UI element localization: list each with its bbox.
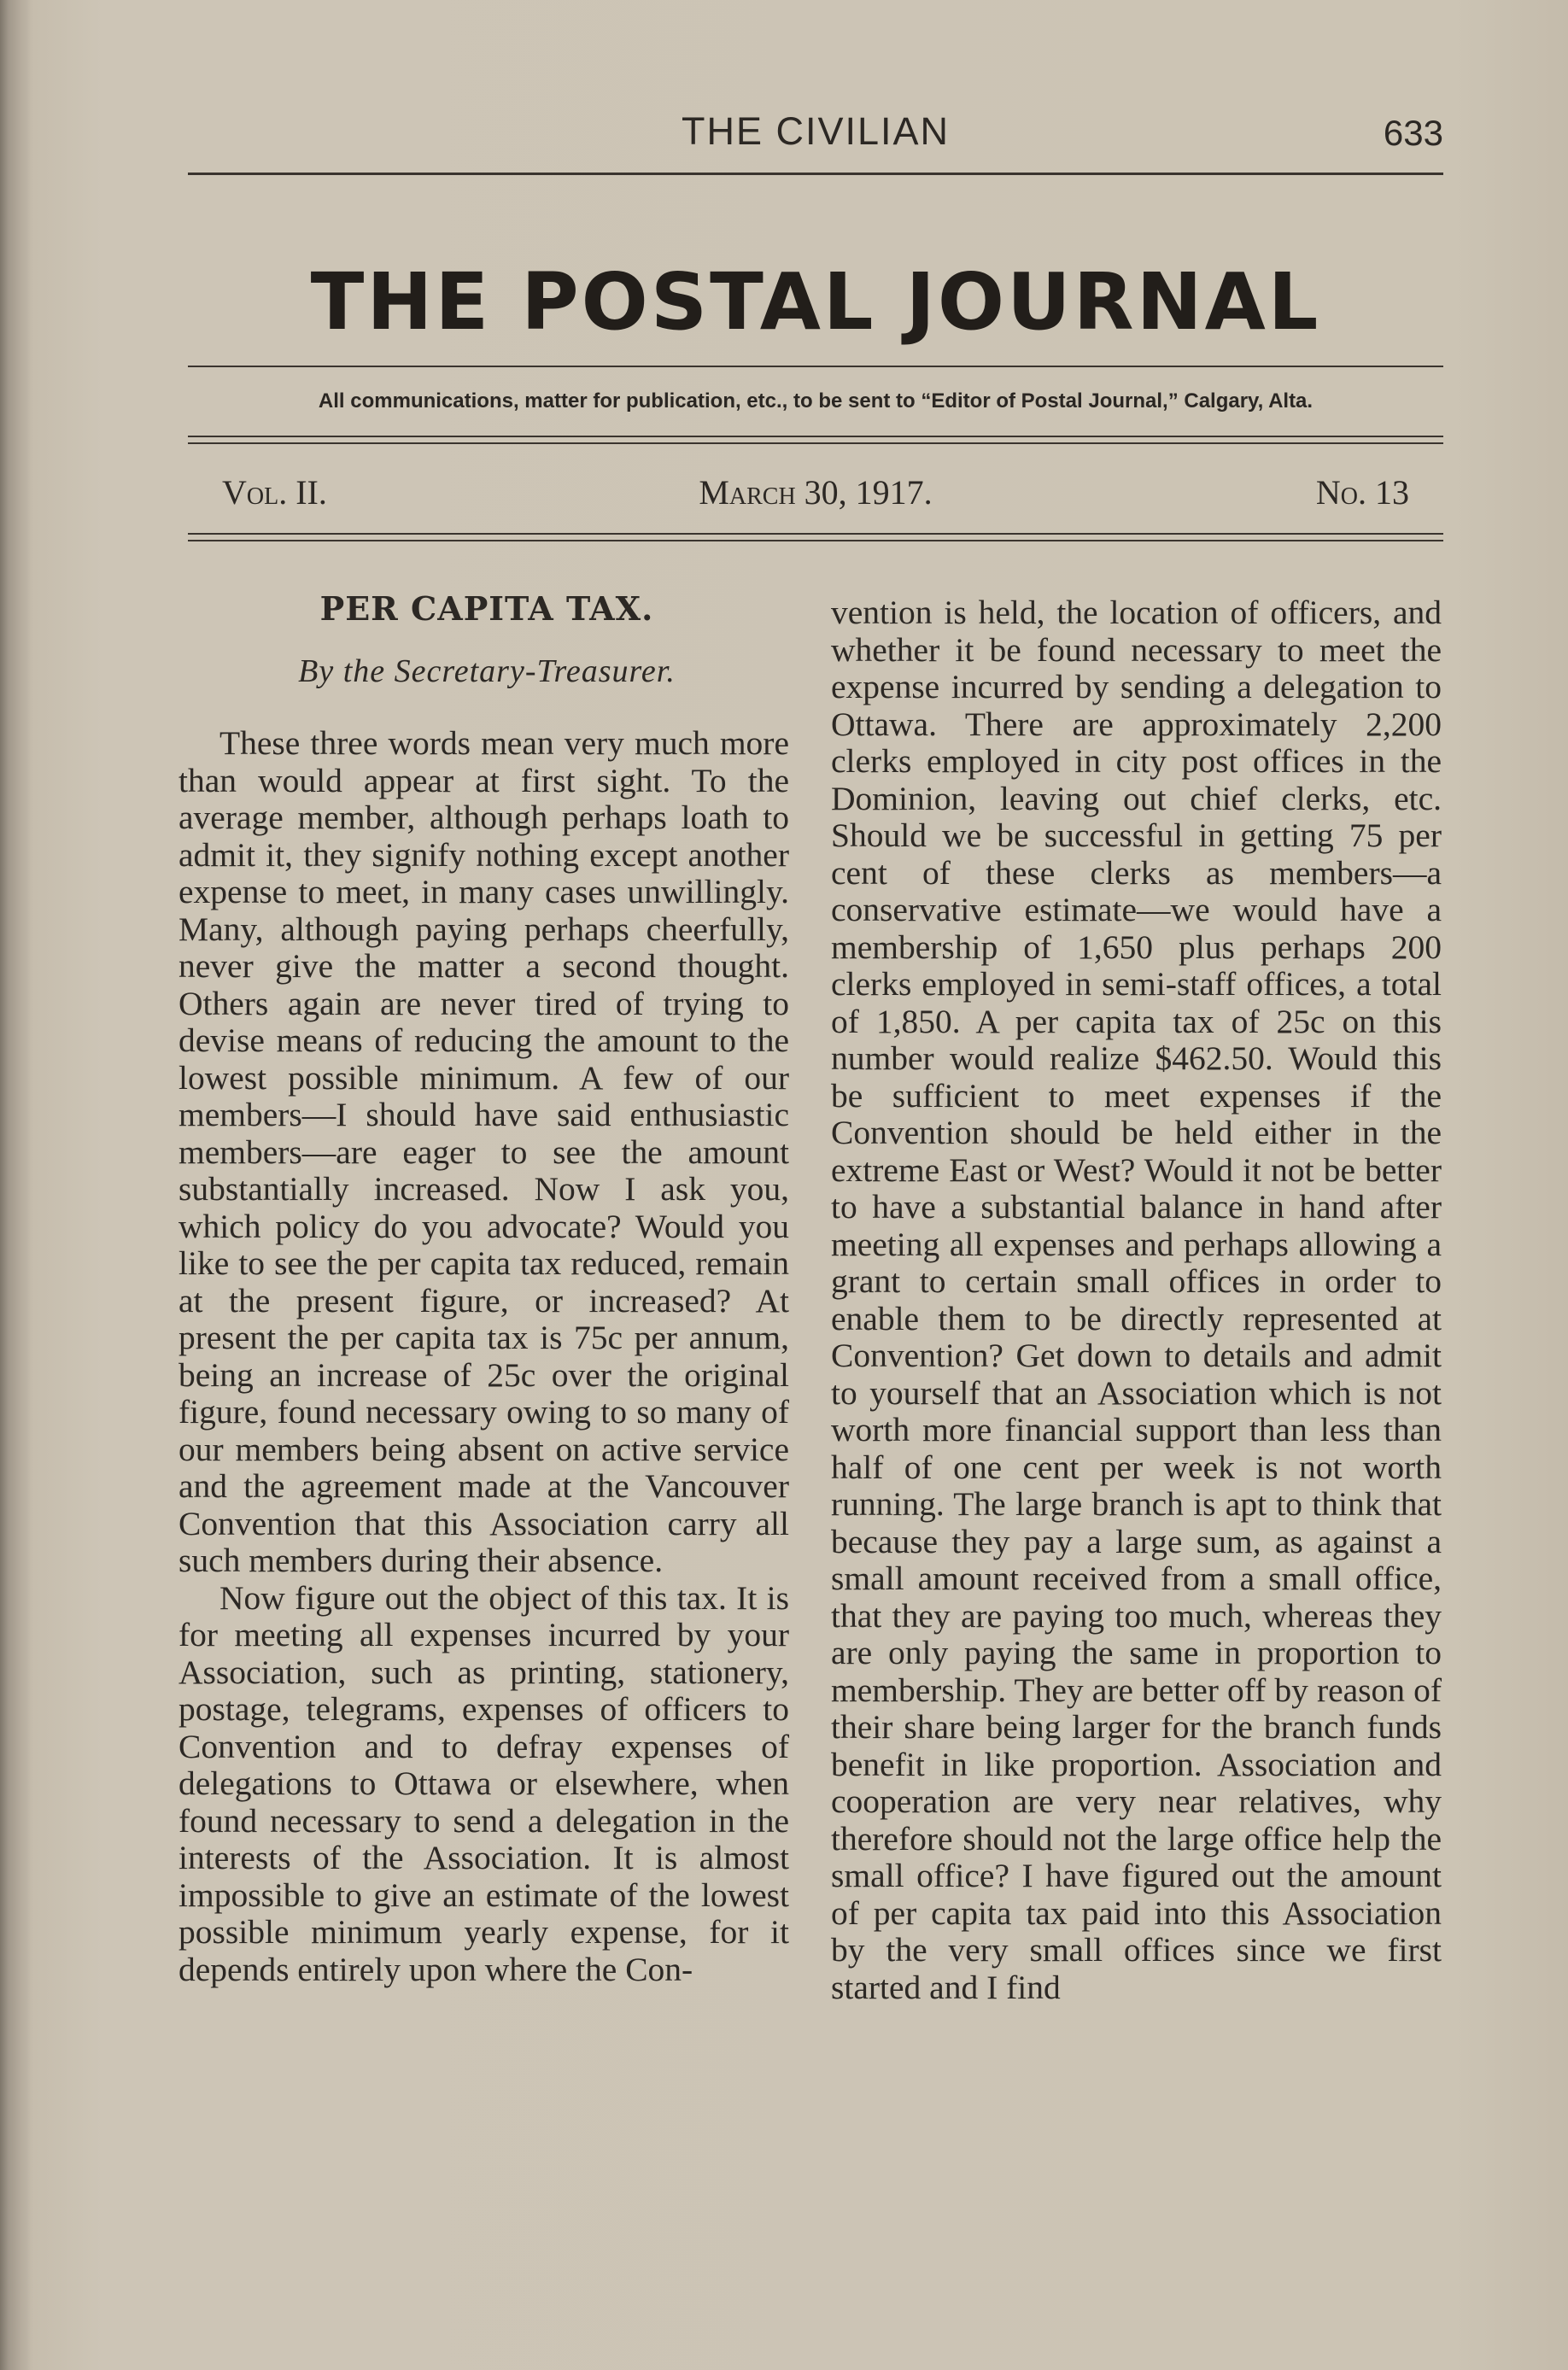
issue-rule-top-2 [188, 442, 1443, 444]
issue-number: No. 13 [1315, 473, 1409, 512]
issue-date: March 30, 1917. [699, 473, 933, 512]
header-rule [188, 173, 1443, 175]
page-gutter-shadow [0, 0, 31, 2370]
paragraph: These three words mean very much more than would appear at first sight. To the average member, although perhaps loath to admit it, they signify nothing except another expense to meet, in many cases unwillingly. Many, although paying perhaps cheerfully, never give the matter a second thought. Others again are never tired of trying to devise means of reducing the amount to the lowest possible minimum. A few of our members—I should have said enthusiastic members—are eager to see the amount substantially increased. Now I ask you, which policy do you advocate? Would you like to see the per capita tax reduced, remain at the present figure, or increased? At present the per capita tax is 75c per annum, being an increase of 25c over the original figure, found necessary owing to so many of our members being absent on active service and the agreement made at the Vancouver Convention that this Association carry all such members during their absence. [178, 724, 789, 1579]
issue-rule-bottom-1 [188, 533, 1443, 535]
issue-line [188, 472, 1443, 520]
paragraph: vention is held, the location of officers, and whether it be found necessary to meet the expense incurred by sending a delegation to Ottawa. There are approximately 2,200 clerks employed in city post offices in the Dominion, leaving out chief clerks, etc. Should we be successful in getting 75 per cent of these clerks as members—a conservative estimate—we would have a membership of 1,650 plus perhaps 200 clerks employed in semi-staff offices, a total of 1,850. A per capita tax of 25c on this number would realize $462.50. Would this be sufficient to meet expenses if the Convention should be held either in the extreme East or West? Would it not be better to have a substantial balance in hand after meeting all expenses and perhaps allowing a grant to certain small offices in order to enable them to be directly represented at Convention? Get down to details and admit to yourself that an Association which is not worth more financial support than less than half of one cent per week is not worth running. The large branch is apt to think that because they pay a large sum, as against a small amount received from a small office, that they are paying too much, whereas they are only paying the same in proportion to membership. They are better off by reason of their share being larger for the branch funds benefit in like proportion. Association and cooperation are very near relatives, why therefore should not the large office help the small office? I have figured out the amount of per capita tax paid into this Association by the very small offices since we first started and I find [831, 594, 1442, 2006]
article-title: PER CAPITA TAX. [319, 589, 654, 628]
page-number: 633 [1383, 113, 1443, 153]
issue-rule-top-1 [188, 436, 1443, 437]
article-byline: By the Secretary-Treasurer. [298, 653, 676, 689]
running-title: THE CIVILIAN [681, 109, 951, 153]
masthead-notice: All communications, matter for publication, etc., to be sent to “Editor of Postal Journal,” Calgary, Alta. [318, 389, 1313, 413]
paragraph: Now figure out the object of this tax. It is for meeting all expenses incurred by your Association, such as printing, stationery, postage, telegrams, expenses of officers to Convention and to defray expenses of delegations to Ottawa or elsewhere, when found necessary to send a delegation in the interests of the Association. It is almost impossible to give an estimate of the lowest possible minimum yearly expense, for it depends entirely upon where the Con- [178, 1578, 789, 1988]
running-head [188, 104, 1443, 164]
volume-label: Vol. II. [222, 473, 327, 512]
masthead-title: THE POSTAL JOURNAL [310, 256, 1321, 348]
masthead-rule [188, 366, 1443, 367]
article-left-column [178, 725, 789, 1988]
issue-rule-bottom-2 [188, 540, 1443, 541]
article-right-column [831, 594, 1442, 2006]
